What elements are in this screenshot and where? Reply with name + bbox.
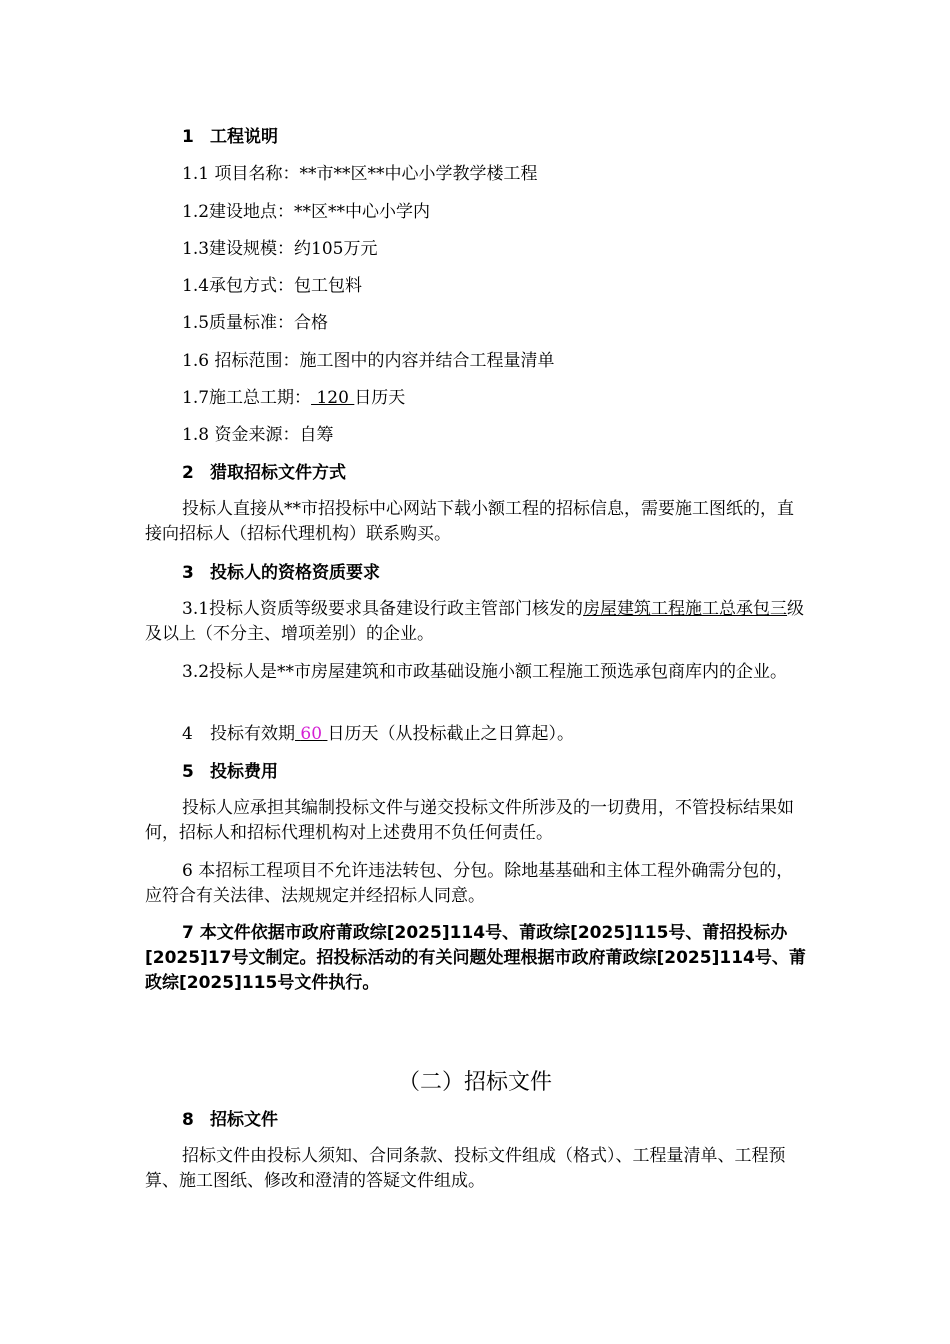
period-value: 120	[311, 388, 355, 408]
section-title: 招标文件	[210, 1110, 278, 1130]
item-1-2: 1.2建设地点：**区**中心小学内	[182, 202, 431, 222]
section-1-heading	[182, 125, 278, 149]
section-8-body: 招标文件由投标人须知、合同条款、投标文件组成（格式）、工程量清单、工程预算、施工图纸、修改和澄清的答疑文件组成。	[145, 1146, 786, 1191]
section-7-body: 7 本文件依据市政府莆政综[2025]114号、莆政综[2025]115号、莆招投标办[2025]17号文制定。招投标活动的有关问题处理根据市政府莆政综[2025]114号、莆政综[2025]115号文件执行。	[145, 923, 806, 993]
section-title: 工程说明	[210, 127, 278, 147]
period-unit: 日历天	[354, 388, 406, 408]
section-number: 2	[182, 463, 194, 483]
section-number: 3	[182, 563, 194, 583]
section-number: 4	[182, 724, 193, 744]
section-number: 1	[182, 127, 194, 147]
qualification-underlined: 房屋建筑工程施工总承包三	[583, 599, 788, 619]
section-title: 投标人的资格资质要求	[210, 563, 380, 583]
section-number: 8	[182, 1110, 194, 1130]
section-5-body: 投标人应承担其编制投标文件与递交投标文件所涉及的一切费用，不管投标结果如何，招标人和招标代理机构对上述费用不负任何责任。	[145, 798, 794, 843]
item-1-6: 1.6 招标范围：施工图中的内容并结合工程量清单	[182, 351, 555, 371]
item-3-2: 3.2投标人是**市房屋建筑和市政基础设施小额工程施工预选承包商库内的企业。	[182, 662, 788, 682]
item-1-4: 1.4承包方式：包工包料	[182, 276, 363, 296]
item-3-1	[145, 597, 810, 647]
section-8-heading	[182, 1108, 278, 1132]
section-2-heading	[182, 461, 346, 485]
item-1-5: 1.5质量标准：合格	[182, 313, 329, 333]
item-1-1: 1.1 项目名称：**市**区**中心小学教学楼工程	[182, 164, 538, 184]
part-2-title: （二）招标文件	[397, 1070, 552, 1095]
validity-label: 投标有效期	[210, 724, 295, 744]
validity-unit: 日历天（从投标截止之日算起）。	[327, 724, 574, 744]
item-1-7	[182, 386, 405, 410]
section-6-body: 6 本招标工程项目不允许违法转包、分包。除地基基础和主体工程外确需分包的，应符合有关法律、法规规定并经招标人同意。	[145, 861, 794, 906]
item-3-1-text-end: 级及以上（不分主、增项差别）的企业。	[145, 599, 805, 644]
item-1-8: 1.8 资金来源：自筹	[182, 425, 334, 445]
section-title: 猎取招标文件方式	[210, 463, 346, 483]
item-1-3: 1.3建设规模：约105万元	[182, 239, 378, 259]
period-label: 1.7施工总工期：	[182, 388, 312, 408]
validity-value: 60	[300, 724, 323, 744]
section-2-body: 投标人直接从**市招投标中心网站下载小额工程的招标信息，需要施工图纸的，直接向招标人（招标代理机构）联系购买。	[145, 499, 794, 544]
section-3-heading	[182, 561, 380, 585]
item-3-1-text: 3.1投标人资质等级要求具备建设行政主管部门核发的	[182, 599, 584, 619]
section-5-heading	[182, 760, 278, 784]
section-number: 5	[182, 762, 194, 782]
section-title: 投标费用	[210, 762, 278, 782]
section-4	[182, 722, 574, 746]
